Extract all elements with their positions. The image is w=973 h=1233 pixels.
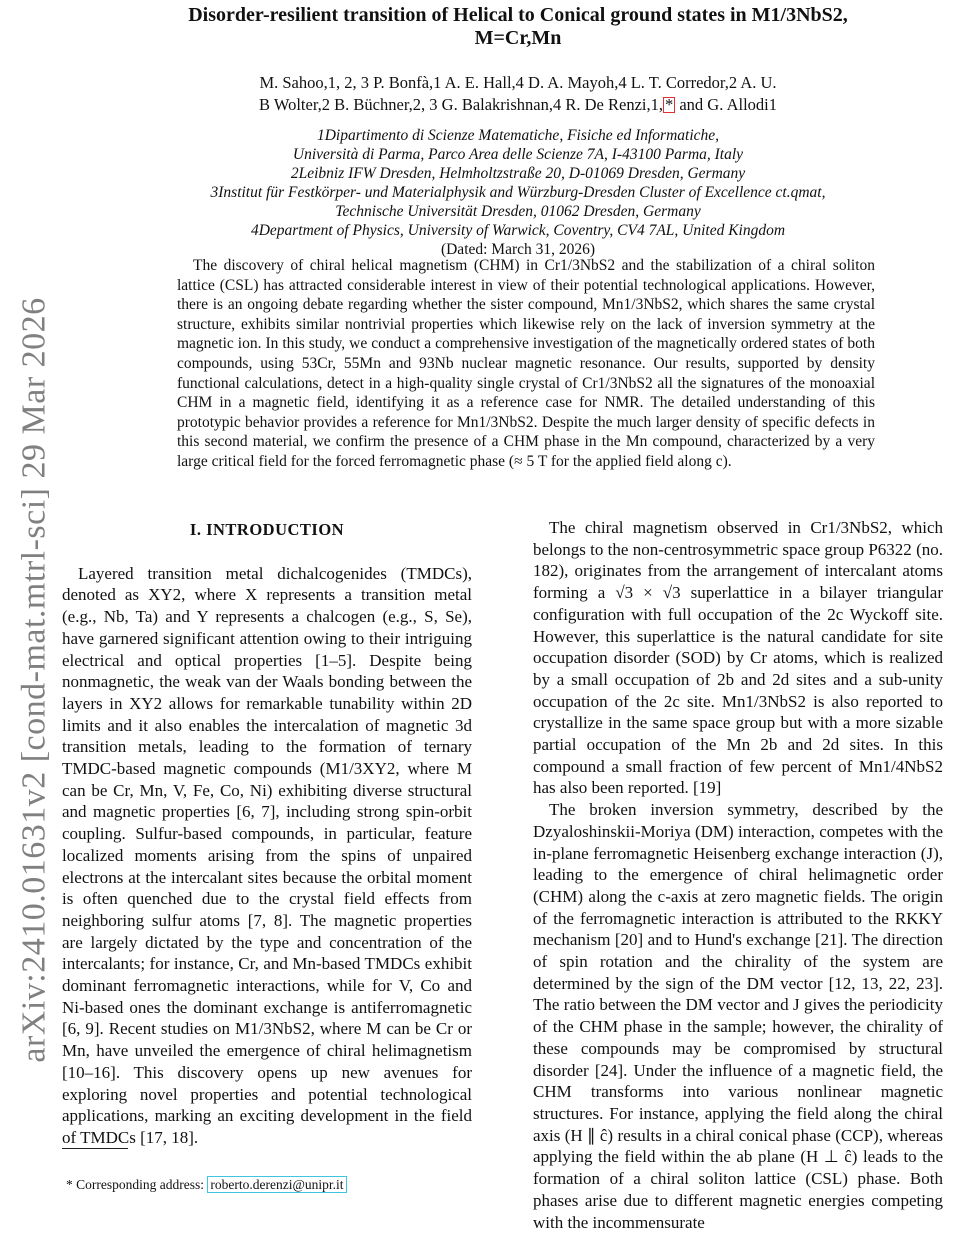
footnote-email-link[interactable]: roberto.derenzi@unipr.it bbox=[207, 1176, 346, 1193]
affiliation-line: Technische Universität Dresden, 01062 Dresden, Germany bbox=[335, 203, 701, 220]
author-list bbox=[90, 72, 946, 116]
right-column bbox=[533, 517, 943, 1233]
affiliations bbox=[90, 126, 946, 240]
affiliation-line: 1Dipartimento di Scienze Matematiche, Fisiche ed Informatiche, bbox=[316, 127, 720, 144]
intro-paragraph-3: The broken inversion symmetry, described by the Dzyaloshinskii-Moriya (DM) interaction, competes with the in-plane ferromagnetic Heisenberg exchange interaction (J), leading to the emergence of chiral helimagnetic order (CHM) along the c-axis at zero magnetic fields. The origin of the ferromagnetic interaction is attributed to the RKKY mechanism [20] and to Hund's exchange [21]. The direction of spin rotation and the chirality of the system are determined by the sign of the DM vector [12, 13, 22, 23]. The ratio between the DM vector and J gives the periodicity of the CHM phase in the sample; however, the chirality of these compounds may be compromised by structural disorder [24]. Under the influence of a magnetic field, the CHM transforms into various nonlinear magnetic structures. For instance, applying the field along the chiral axis (H ∥ ĉ) results in a chiral conical phase (CCP), whereas applying the field within the ab plane (H ⊥ ĉ) leads to the formation of a chiral soliton lattice (CSL) phase. Both phases arise due to different magnetic energies competing with the incommensurate bbox=[533, 800, 943, 1232]
arxiv-identifier: arXiv:2410.01631v2 [cond-mat.mtrl-sci] 29 Mar 2026 bbox=[16, 297, 54, 1063]
affiliation-line: Università di Parma, Parco Area delle Scienze 7A, I-43100 Parma, Italy bbox=[292, 146, 744, 163]
affiliation-line: 3Institut für Festkörper- und Materialphysik and Würzburg-Dresden Cluster of Excellence ct.qmat, bbox=[210, 184, 826, 201]
arxiv-sidebar bbox=[10, 240, 60, 1120]
paper-header bbox=[90, 0, 946, 259]
title-line-2: M=Cr,Mn bbox=[474, 27, 562, 49]
paper-title bbox=[90, 4, 946, 50]
footnote-divider bbox=[62, 1148, 128, 1149]
authors-line-2-start: B Wolter,2 B. Büchner,2, 3 G. Balakrishnan,4 R. De Renzi,1, bbox=[259, 95, 663, 114]
footnote-label: * Corresponding address: bbox=[66, 1177, 208, 1192]
date-line: (Dated: March 31, 2026) bbox=[440, 241, 596, 258]
footnote bbox=[66, 1176, 347, 1193]
affiliation-line: 4Department of Physics, University of Warwick, Coventry, CV4 7AL, United Kingdom bbox=[250, 222, 786, 239]
intro-paragraph-2: The chiral magnetism observed in Cr1/3NbS2, which belongs to the non-centrosymmetric space group P6322 (no. 182), originates from the arrangement of intercalant atoms forming a √3 × √3 superlattice in a bilayer triangular configuration with full occupation of the 2c Wyckoff site. However, this superlattice is the natural candidate for site occupation disorder (SOD) by Cr atoms, which is realized by a small occupation of 2b and 2d sites and a sub-unity occupation of the 2c site. Mn1/3NbS2 is also reported to crystallize in the same space group but with a more sizable partial occupation of the Mn 2b and 2d sites. In this compound a small fraction of few percent of Mn1/4NbS2 has also been reported. [19] bbox=[533, 518, 943, 798]
affiliation-line: 2Leibniz IFW Dresden, Helmholtzstraße 20, D-01069 Dresden, Germany bbox=[290, 165, 746, 182]
title-line-1: Disorder-resilient transition of Helical to Conical ground states in M1/3NbS2, bbox=[188, 4, 848, 26]
authors-line-2 bbox=[130, 94, 906, 116]
authors-line-1: M. Sahoo,1, 2, 3 P. Bonfà,1 A. E. Hall,4 D. A. Mayoh,4 L. T. Corredor,2 A. U. bbox=[259, 73, 777, 92]
section-title-introduction: I. INTRODUCTION bbox=[189, 520, 345, 539]
corresponding-author-link[interactable]: * bbox=[664, 95, 674, 114]
authors-line-2-end: and G. Allodi1 bbox=[675, 95, 777, 114]
abstract: The discovery of chiral helical magnetism (CHM) in Cr1/3NbS2 and the stabilization of a chiral soliton lattice (CSL) has attracted considerable interest in view of their potential technological applications. However, there is an ongoing debate regarding whether the sister compound, Mn1/3NbS2, which shares the same crystal structure, exhibits similar nontrivial properties which likewise rely on the lack of inversion symmetry at the magnetic ion. In this study, we conduct a comprehensive investigation of the magnetically ordered states of both compounds, using 53Cr, 55Mn and 93Nb nuclear magnetic resonance. Our results, supported by density functional calculations, detect in a high-quality single crystal of Cr1/3NbS2 all the signatures of the monoaxial CHM in a magnetic field, identifying it as a reference case for NMR. The detailed understanding of this prototypic behavior provides a reference for Mn1/3NbS2. Despite the much larger density of specific defects in this second material, we confirm the presence of a CHM phase in the Mn compound, characterized by a very large critical field for the forced ferromagnetic phase (≈ 5 T for the applied field along c). bbox=[177, 257, 875, 470]
left-column bbox=[62, 515, 472, 1149]
intro-paragraph-1: Layered transition metal dichalcogenides (TMDCs), denoted as XY2, where X represents a transition metal (e.g., Nb, Ta) and Y represents a chalcogen (e.g., S, Se), have garnered significant attention owing to their intriguing electrical and optical properties [1–5]. Despite being nonmagnetic, the weak van der Waals bonding between the layers in XY2 allows for remarkable tunability within 2D limits and it also enables the intercalation of magnetic 3d transition metals, leading to the formation of ternary TMDC-based magnetic compounds (M1/3XY2, where M can be Cr, Mn, V, Fe, Co, Ni) exhibiting diverse structural and magnetic properties [6, 7], including strong spin-orbit coupling. Sulfur-based compounds, in particular, feature localized moments arising from the spins of unpaired electrons at the intercalant sites because the orbital moment is often quenched due to the crystal field effects from neighboring sulfur atoms [7, 8]. The magnetic properties are largely dictated by the type and concentration of the intercalants; for instance, Cr, and Mn-based TMDCs exhibit dominant ferromagnetic interactions, while for V, Co and Ni-based ones the dominant exchange is antiferromagnetic [6, 9]. Recent studies on M1/3NbS2, where M can be Cr or Mn, have unveiled the emergence of chiral helimagnetism [10–16]. This discovery opens up new avenues for exploring novel properties and potential technological applications, marking an exciting development in the field of TMDCs [17, 18]. bbox=[62, 563, 472, 1147]
